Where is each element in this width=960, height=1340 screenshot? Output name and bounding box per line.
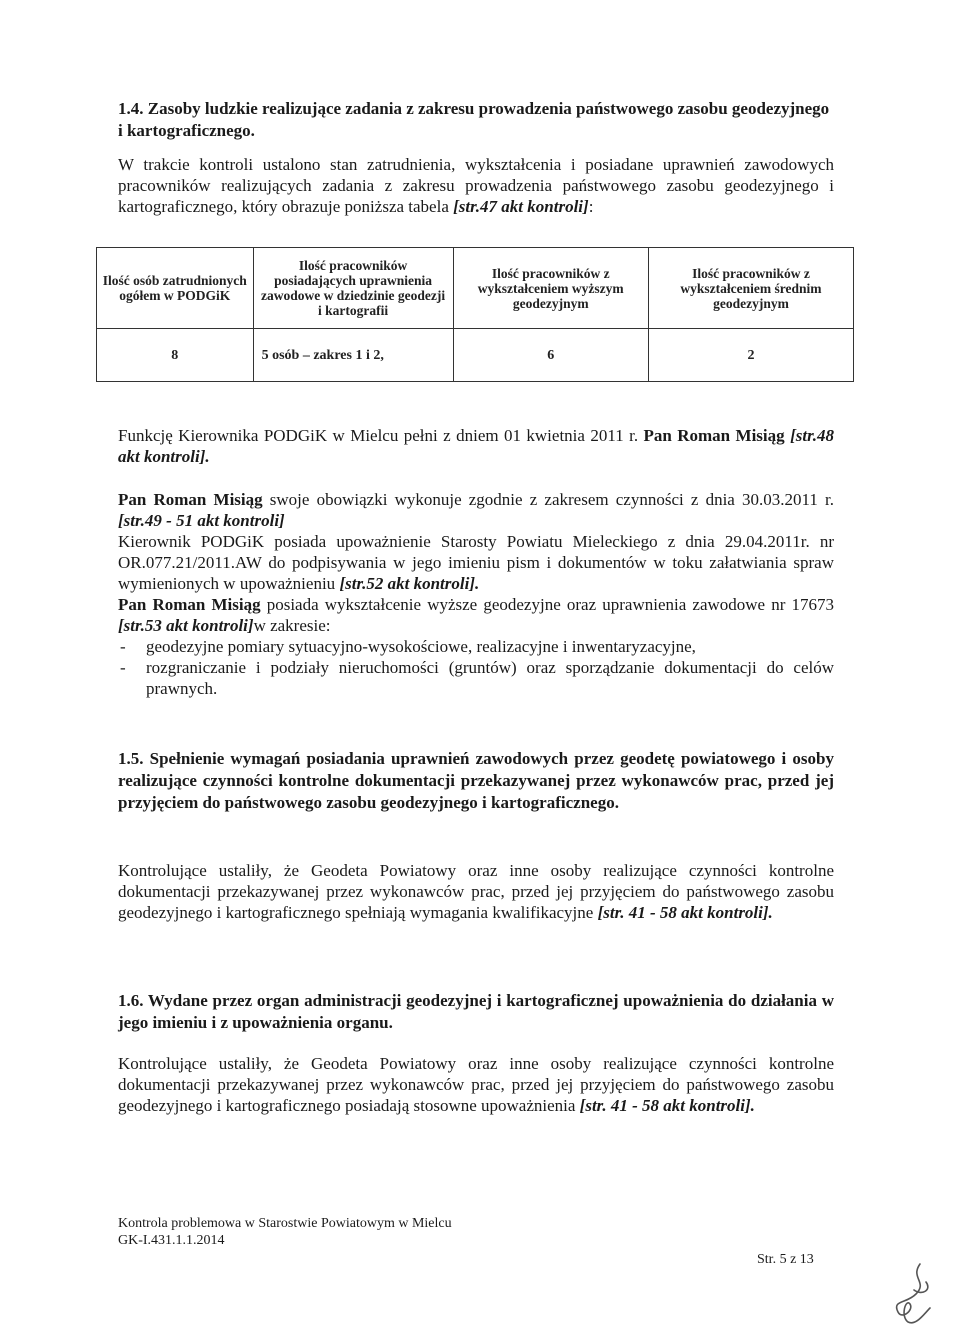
list-item-text: rozgraniczanie i podziały nieruchomości (gruntów) oraz sporządzanie dokumentacji do celów prawnych. [146, 658, 834, 698]
dash-bullet: - [120, 637, 126, 656]
table-header-cell: Ilość osób zatrudnionych ogółem w PODGiK [97, 248, 254, 329]
table-row [97, 329, 854, 382]
staffing-table [96, 247, 854, 382]
scope-list [118, 636, 834, 699]
section-1-5-heading [118, 748, 834, 814]
table-header-cell: Ilość pracowników z wykształceniem wyższym geodezyjnym [453, 248, 648, 329]
table-cell: 2 [648, 329, 853, 382]
list-item [118, 636, 834, 657]
duties-text: swoje obowiązki wykonuje zgodnie z zakresem czynności z dnia 30.03.2011 r. [262, 490, 834, 509]
authorization-text: Kierownik PODGiK posiada upoważnienie Starosty Powiatu Mieleckiego z dnia 29.04.2011r. nr OR.077.21/2011.AW do podpisywania w jego imieniu pism i dokumentów w toku załatwiania spraw wymienionych w upoważnieniu [118, 532, 834, 593]
manager-name: Pan Roman Misiąg [118, 595, 261, 614]
paragraph-duties [118, 489, 834, 699]
manager-name: Pan Roman Misiąg [118, 490, 263, 509]
signature-icon [880, 1260, 940, 1330]
paragraph-manager [118, 425, 834, 467]
table-cell: 6 [453, 329, 648, 382]
reference-str-48: [str.48 akt kontroli]. [118, 426, 834, 466]
dash-bullet: - [120, 658, 126, 677]
section-1-6-heading-text: 1.6. Wydane przez organ administracji geodezyjnej i kartograficznej upoważnienia do działania w jego imieniu i z upoważnienia organu. [118, 991, 834, 1032]
qualifications-text: Kontrolujące ustaliły, że Geodeta Powiatowy oraz inne osoby realizujące czynności kontrolne dokumentacji przekazywanej przez wykonawców prac, przed jej przyjęciem do państwowego zasobu geodezyjnego i kartograficznego spełniają wymagania kwalifikacyjne [118, 861, 834, 922]
footer-title: Kontrola problemowa w Starostwie Powiatowym w Mielcu [118, 1216, 452, 1231]
list-item [118, 657, 834, 699]
manager-name: Pan Roman Misiąg [643, 426, 785, 445]
list-item-text: geodezyjne pomiary sytuacyjno-wysokościowe, realizacyjne i inwentaryzacyjne, [146, 637, 696, 656]
reference-str-53: [str.53 akt kontroli] [118, 616, 254, 635]
paragraph-qualifications [118, 860, 834, 923]
authorizations-text: Kontrolujące ustaliły, że Geodeta Powiatowy oraz inne osoby realizujące czynności kontrolne dokumentacji przekazywanej przez wykonawców prac, przed jej przyjęciem do państwowego zasobu geodezyjnego i kartograficznego posiadają stosowne upoważnienia [118, 1054, 834, 1115]
table-cell: 8 [97, 329, 254, 382]
section-1-4-heading [118, 98, 834, 142]
table-cell: 5 osób – zakres 1 i 2, [253, 329, 453, 382]
page-number: Str. 5 z 13 [757, 1252, 814, 1267]
reference-str-47: [str.47 akt kontroli] [453, 197, 589, 216]
reference-str-52: [str.52 akt kontroli]. [339, 574, 480, 593]
paragraph-manager-text: Funkcję Kierownika PODGiK w Mielcu pełni z dniem 01 kwietnia 2011 r. [118, 426, 644, 445]
reference-str-41-58: [str. 41 - 58 akt kontroli]. [579, 1096, 755, 1115]
table-header-row [97, 248, 854, 329]
table-header-cell: Ilość pracowników posiadających uprawnienia zawodowe w dziedzinie geodezji i kartografii [253, 248, 453, 329]
section-1-6-heading [118, 990, 834, 1034]
scope-text: w zakresie: [253, 616, 331, 635]
reference-str-49-51: [str.49 - 51 akt kontroli] [118, 511, 285, 530]
section-1-4-heading-text: 1.4. Zasoby ludzkie realizujące zadania z zakresu prowadzenia państwowego zasobu geodezyjnego i kartograficznego. [118, 99, 830, 140]
paragraph-staffing-text: W trakcie kontroli ustalono stan zatrudnienia, wykształcenia i posiadane uprawnień zawodowych pracowników realizujących zadania z zakresu prowadzenia państwowego zasobu geodezyjnego i kartograficznego, który obrazuje poniższa tabela [118, 155, 834, 216]
section-1-5-heading-text: 1.5. Spełnienie wymagań posiadania uprawnień zawodowych przez geodetę powiatowego i osoby realizujące czynności kontrolne dokumentacji przekazywanej przez wykonawców prac, przed jej przyjęciem do państwowego zasobu geodezyjnego i kartograficznego. [118, 749, 834, 812]
footer-case-number: GK-I.431.1.1.2014 [118, 1233, 225, 1248]
colon: : [588, 197, 594, 216]
table-header-cell: Ilość pracowników z wykształceniem średnim geodezyjnym [648, 248, 853, 329]
paragraph-staffing-intro [118, 154, 834, 217]
reference-str-41-58: [str. 41 - 58 akt kontroli]. [597, 903, 773, 922]
qualification-text: posiada wykształcenie wyższe geodezyjne oraz uprawnienia zawodowe nr 17673 [260, 595, 834, 614]
paragraph-authorizations [118, 1053, 834, 1116]
page-footer [118, 1215, 452, 1249]
